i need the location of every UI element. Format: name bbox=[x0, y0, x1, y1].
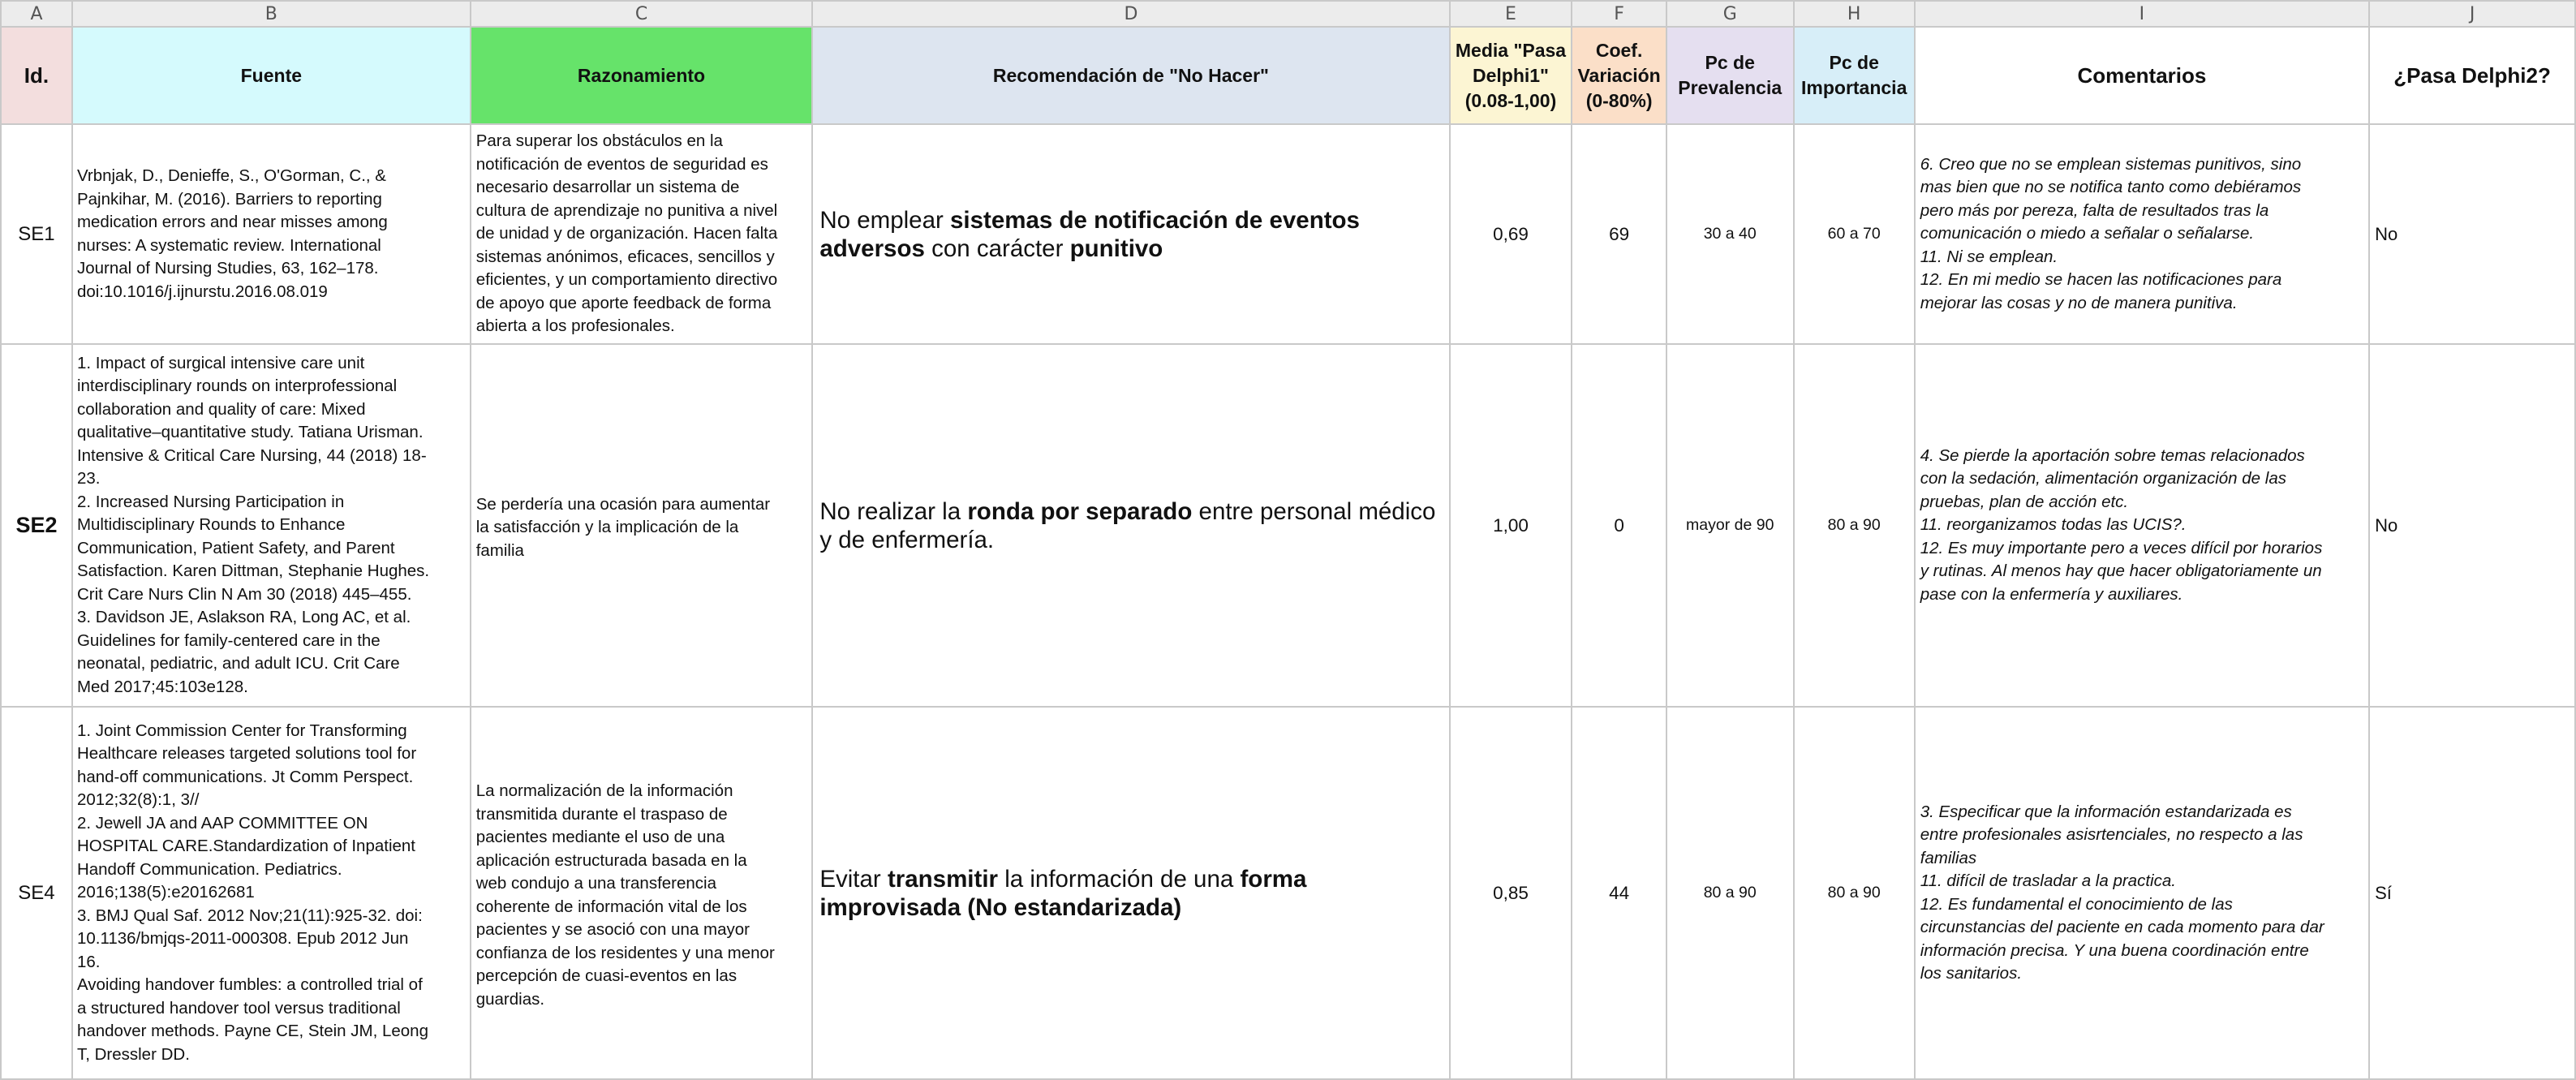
cell-line: Vrbnjak, D., Denieffe, S., O'Gorman, C., & bbox=[76, 166, 386, 185]
cell-line: Pajnkihar, M. (2016). Barriers to reporting bbox=[76, 189, 382, 209]
cell-importancia[interactable]: 60 a 70 bbox=[1794, 124, 1915, 344]
cell-line: Se perdería una ocasión para aumentar bbox=[475, 494, 771, 514]
cell-coef[interactable]: 69 bbox=[1572, 124, 1666, 344]
header-prevalencia-line: Prevalencia bbox=[1678, 77, 1783, 98]
cell-line: pase con la enfermería y auxiliares. bbox=[1920, 584, 2183, 604]
cell-line: 10.1136/bmjqs-2011-000308. Epub 2012 Jun bbox=[76, 929, 409, 949]
cell-line: Satisfaction. Karen Dittman, Stephanie Hughes. bbox=[76, 562, 430, 581]
cell-line: aplicación estructurada basada en la bbox=[475, 850, 747, 870]
header-prevalencia[interactable] bbox=[1666, 27, 1794, 124]
header-recomendacion[interactable]: Recomendación de "No Hacer" bbox=[812, 27, 1449, 124]
cell-importancia[interactable]: 80 a 90 bbox=[1794, 707, 1915, 1079]
header-media-line: Media "Pasa bbox=[1455, 39, 1567, 61]
cell-line: necesario desarrollar un sistema de bbox=[475, 178, 740, 196]
cell-line: mejorar las cosas y no de manera punitiva. bbox=[1920, 293, 2238, 312]
cell-line: Multidisciplinary Rounds to Enhance bbox=[76, 515, 346, 535]
cell-line: 23. bbox=[76, 469, 101, 488]
cell-recomendacion[interactable] bbox=[812, 707, 1449, 1079]
cell-line: y rutinas. Al menos hay que hacer obligatoriamente un bbox=[1920, 562, 2322, 581]
header-prevalencia-line: Pc de bbox=[1705, 52, 1755, 73]
cell-prevalencia[interactable]: mayor de 90 bbox=[1666, 344, 1794, 707]
header-coef[interactable] bbox=[1572, 27, 1666, 124]
cell-line: 1. Joint Commission Center for Transforming bbox=[76, 721, 407, 740]
rec-text: la información de una bbox=[998, 865, 1241, 893]
header-coef-line: Variación bbox=[1577, 64, 1661, 86]
header-media[interactable] bbox=[1450, 27, 1572, 124]
cell-comentarios[interactable] bbox=[1915, 707, 2369, 1079]
header-coef-line: (0-80%) bbox=[1585, 89, 1653, 111]
cell-line: a structured handover tool versus traditional bbox=[76, 998, 401, 1018]
cell-line: 2. Increased Nursing Participation in bbox=[76, 492, 345, 511]
cell-line: 12. Es fundamental el conocimiento de las bbox=[1920, 894, 2233, 914]
cell-line: confianza de los residentes y una menor bbox=[475, 943, 775, 962]
cell-razonamiento[interactable] bbox=[471, 124, 813, 344]
cell-line: 12. En mi medio se hacen las notificaciones para bbox=[1920, 270, 2282, 290]
header-fuente[interactable]: Fuente bbox=[72, 27, 471, 124]
cell-line: 12. Es muy importante pero a veces difícil por horarios bbox=[1920, 538, 2323, 557]
table-row bbox=[1, 344, 2575, 707]
cell-importancia[interactable]: 80 a 90 bbox=[1794, 344, 1915, 707]
column-letter-b[interactable]: B bbox=[72, 1, 471, 27]
header-media-line: Delphi1" bbox=[1472, 64, 1549, 86]
header-media-line: (0.08-1,00) bbox=[1464, 89, 1557, 111]
column-letter-c[interactable]: C bbox=[471, 1, 813, 27]
cell-line: circunstancias del paciente en cada momento para dar bbox=[1920, 918, 2324, 936]
rec-text: con carácter bbox=[924, 235, 1070, 262]
cell-comentarios[interactable] bbox=[1915, 124, 2369, 344]
cell-line: de apoyo que aporte feedback de forma bbox=[475, 293, 772, 312]
cell-line: pacientes y se asoció con una mayor bbox=[475, 920, 750, 939]
rec-bold-text: ronda por separado bbox=[967, 497, 1193, 525]
cell-line: abierta a los profesionales. bbox=[475, 316, 675, 335]
header-coef-line: Coef. bbox=[1595, 39, 1643, 61]
rec-text: Evitar bbox=[819, 865, 888, 893]
rec-bold-text: sistemas de notificación de eventos adversos bbox=[819, 206, 1360, 262]
cell-line: La normalización de la información bbox=[475, 781, 733, 800]
rec-bold-text: transmitir bbox=[887, 865, 999, 893]
header-row bbox=[1, 27, 2575, 124]
cell-line: 11. difícil de trasladar a la practica. bbox=[1920, 871, 2176, 890]
cell-prevalencia[interactable]: 80 a 90 bbox=[1666, 707, 1794, 1079]
column-letter-e[interactable]: E bbox=[1450, 1, 1572, 27]
header-importancia[interactable] bbox=[1794, 27, 1915, 124]
cell-line: coherente de información vital de los bbox=[475, 897, 747, 916]
cell-line: 2. Jewell JA and AAP COMMITTEE ON bbox=[76, 813, 368, 833]
cell-line: handover methods. Payne CE, Stein JM, Leong bbox=[76, 1022, 428, 1041]
cell-line: qualitative–quantitative study. Tatiana Urisman. bbox=[76, 423, 424, 442]
cell-line: entre profesionales asisrtenciales, no respecto a las bbox=[1920, 825, 2303, 844]
cell-fuente[interactable] bbox=[72, 707, 471, 1079]
rec-bold-text: punitivo bbox=[1069, 235, 1163, 262]
cell-coef[interactable]: 44 bbox=[1572, 707, 1666, 1079]
cell-line: Healthcare releases targeted solutions tool for bbox=[76, 744, 417, 764]
cell-id[interactable]: SE2 bbox=[1, 344, 72, 707]
rec-text: No realizar la bbox=[819, 497, 968, 525]
cell-prevalencia[interactable]: 30 a 40 bbox=[1666, 124, 1794, 344]
cell-line: Avoiding handover fumbles: a controlled trial of bbox=[76, 975, 423, 995]
cell-line: 16. bbox=[76, 952, 101, 971]
cell-pasa-delphi2[interactable]: No bbox=[2369, 124, 2575, 344]
cell-id[interactable]: SE4 bbox=[1, 707, 72, 1079]
table-row bbox=[1, 707, 2575, 1079]
cell-line: cultura de aprendizaje no punitiva a nivel bbox=[475, 200, 778, 220]
cell-line: Para superar los obstáculos en la bbox=[475, 131, 723, 150]
cell-line: información precisa. Y una buena coordinación entre bbox=[1920, 940, 2309, 960]
column-letter-f[interactable]: F bbox=[1572, 1, 1666, 27]
cell-line: Med 2017;45:103e128. bbox=[76, 677, 248, 696]
header-importancia-line: Importancia bbox=[1801, 77, 1907, 98]
cell-line: 11. Ni se emplean. bbox=[1920, 247, 2058, 266]
cell-line: 1. Impact of surgical intensive care unit bbox=[76, 353, 365, 372]
cell-line: doi:10.1016/j.ijnurstu.2016.08.019 bbox=[76, 282, 328, 301]
cell-razonamiento[interactable] bbox=[471, 707, 813, 1079]
cell-coef[interactable]: 0 bbox=[1572, 344, 1666, 707]
cell-recomendacion[interactable] bbox=[812, 124, 1449, 344]
column-letter-a[interactable]: A bbox=[1, 1, 72, 27]
cell-line: 2012;32(8):1, 3// bbox=[76, 790, 200, 810]
table-row bbox=[1, 124, 2575, 344]
cell-line: pruebas, plan de acción etc. bbox=[1920, 492, 2129, 511]
cell-line: comunicación o miedo a señalar o señalarse. bbox=[1920, 224, 2255, 243]
rec-text: entre personal médico y de enfermería. bbox=[819, 497, 1436, 553]
cell-line: nurses: A systematic review. International bbox=[76, 235, 381, 255]
cell-line: mas bien que no se notifica tanto como debiéramos bbox=[1920, 178, 2302, 197]
cell-line: collaboration and quality of care: Mixed bbox=[76, 399, 366, 419]
rec-bold-text: forma improvisada (No estandarizada) bbox=[819, 865, 1307, 921]
cell-pasa-delphi2[interactable]: Sí bbox=[2369, 707, 2575, 1079]
header-importancia-line: Pc de bbox=[1829, 52, 1879, 73]
header-pasa-delphi2[interactable]: ¿Pasa Delphi2? bbox=[2369, 27, 2575, 124]
cell-recomendacion[interactable] bbox=[812, 344, 1449, 707]
cell-line: HOSPITAL CARE.Standardization of Inpatient bbox=[76, 837, 415, 856]
cell-line: web condujo a una transferencia bbox=[475, 874, 717, 893]
cell-line: Communication, Patient Safety, and Parent bbox=[76, 538, 395, 557]
cell-line: familias bbox=[1920, 848, 1977, 867]
cell-id[interactable]: SE1 bbox=[1, 124, 72, 344]
header-razonamiento[interactable]: Razonamiento bbox=[471, 27, 813, 124]
cell-line: Guidelines for family-centered care in the bbox=[76, 630, 381, 650]
cell-line: neonatal, pediatric, and adult ICU. Crit Care bbox=[76, 654, 400, 673]
cell-line: Journal of Nursing Studies, 63, 162–178. bbox=[76, 259, 379, 278]
cell-line: Handoff Communication. Pediatrics. bbox=[76, 859, 342, 879]
cell-media[interactable]: 0,85 bbox=[1450, 707, 1572, 1079]
cell-line: 3. Davidson JE, Aslakson RA, Long AC, et al. bbox=[76, 608, 411, 627]
cell-line: pero más por pereza, falta de resultados tras la bbox=[1920, 200, 2269, 220]
rec-text: No emplear bbox=[819, 206, 951, 234]
cell-line: Crit Care Nurs Clin N Am 30 (2018) 445–455. bbox=[76, 584, 412, 604]
cell-line: 3. Especificar que la información estandarizada es bbox=[1920, 802, 2292, 821]
cell-razonamiento[interactable] bbox=[471, 344, 813, 707]
column-letters-row bbox=[1, 1, 2575, 27]
column-letter-i[interactable]: I bbox=[1915, 1, 2369, 27]
cell-media[interactable]: 1,00 bbox=[1450, 344, 1572, 707]
cell-fuente[interactable] bbox=[72, 124, 471, 344]
cell-line: sistemas anónimos, eficaces, sencillos y bbox=[475, 247, 775, 266]
cell-comentarios[interactable] bbox=[1915, 344, 2369, 707]
cell-line: 4. Se pierde la aportación sobre temas relacionados bbox=[1920, 445, 2305, 465]
cell-fuente[interactable] bbox=[72, 344, 471, 707]
cell-line: transmitida durante el traspaso de bbox=[475, 804, 728, 824]
cell-line: eficientes, y un comportamiento directivo bbox=[475, 270, 778, 289]
cell-line: de unidad y de organización. Hacen falta bbox=[475, 224, 778, 243]
cell-media[interactable]: 0,69 bbox=[1450, 124, 1572, 344]
cell-line: pacientes mediante el uso de una bbox=[475, 828, 725, 846]
header-id[interactable]: Id. bbox=[1, 27, 72, 124]
header-comentarios[interactable]: Comentarios bbox=[1915, 27, 2369, 124]
cell-line: los sanitarios. bbox=[1920, 964, 2023, 983]
cell-line: 3. BMJ Qual Saf. 2012 Nov;21(11):925-32. doi: bbox=[76, 906, 423, 925]
cell-line: percepción de cuasi-eventos en las bbox=[475, 966, 738, 985]
cell-line: 2016;138(5):e20162681 bbox=[76, 883, 255, 902]
cell-line: hand-off communications. Jt Comm Perspect. bbox=[76, 767, 414, 786]
cell-line: T, Dressler DD. bbox=[76, 1044, 190, 1064]
cell-line: con la sedación, alimentación organización de las bbox=[1920, 469, 2286, 488]
cell-line: guardias. bbox=[475, 989, 545, 1009]
cell-line: notificación de eventos de seguridad es bbox=[475, 154, 768, 174]
cell-line: 11. reorganizamos todas las UCIS?. bbox=[1920, 515, 2187, 535]
column-letter-j[interactable]: J bbox=[2369, 1, 2575, 27]
cell-line: medication errors and near misses among bbox=[76, 213, 388, 231]
column-letter-g[interactable]: G bbox=[1666, 1, 1794, 27]
cell-line: la satisfacción y la implicación de la bbox=[475, 518, 739, 537]
cell-line: familia bbox=[475, 540, 524, 560]
cell-pasa-delphi2[interactable]: No bbox=[2369, 344, 2575, 707]
column-letter-d[interactable]: D bbox=[812, 1, 1449, 27]
cell-line: Intensive & Critical Care Nursing, 44 (2018) 18- bbox=[76, 445, 427, 465]
cell-line: interdisciplinary rounds on interprofessional bbox=[76, 376, 398, 396]
cell-line: 6. Creo que no se emplean sistemas punitivos, sino bbox=[1920, 154, 2302, 174]
column-letter-h[interactable]: H bbox=[1794, 1, 1915, 27]
